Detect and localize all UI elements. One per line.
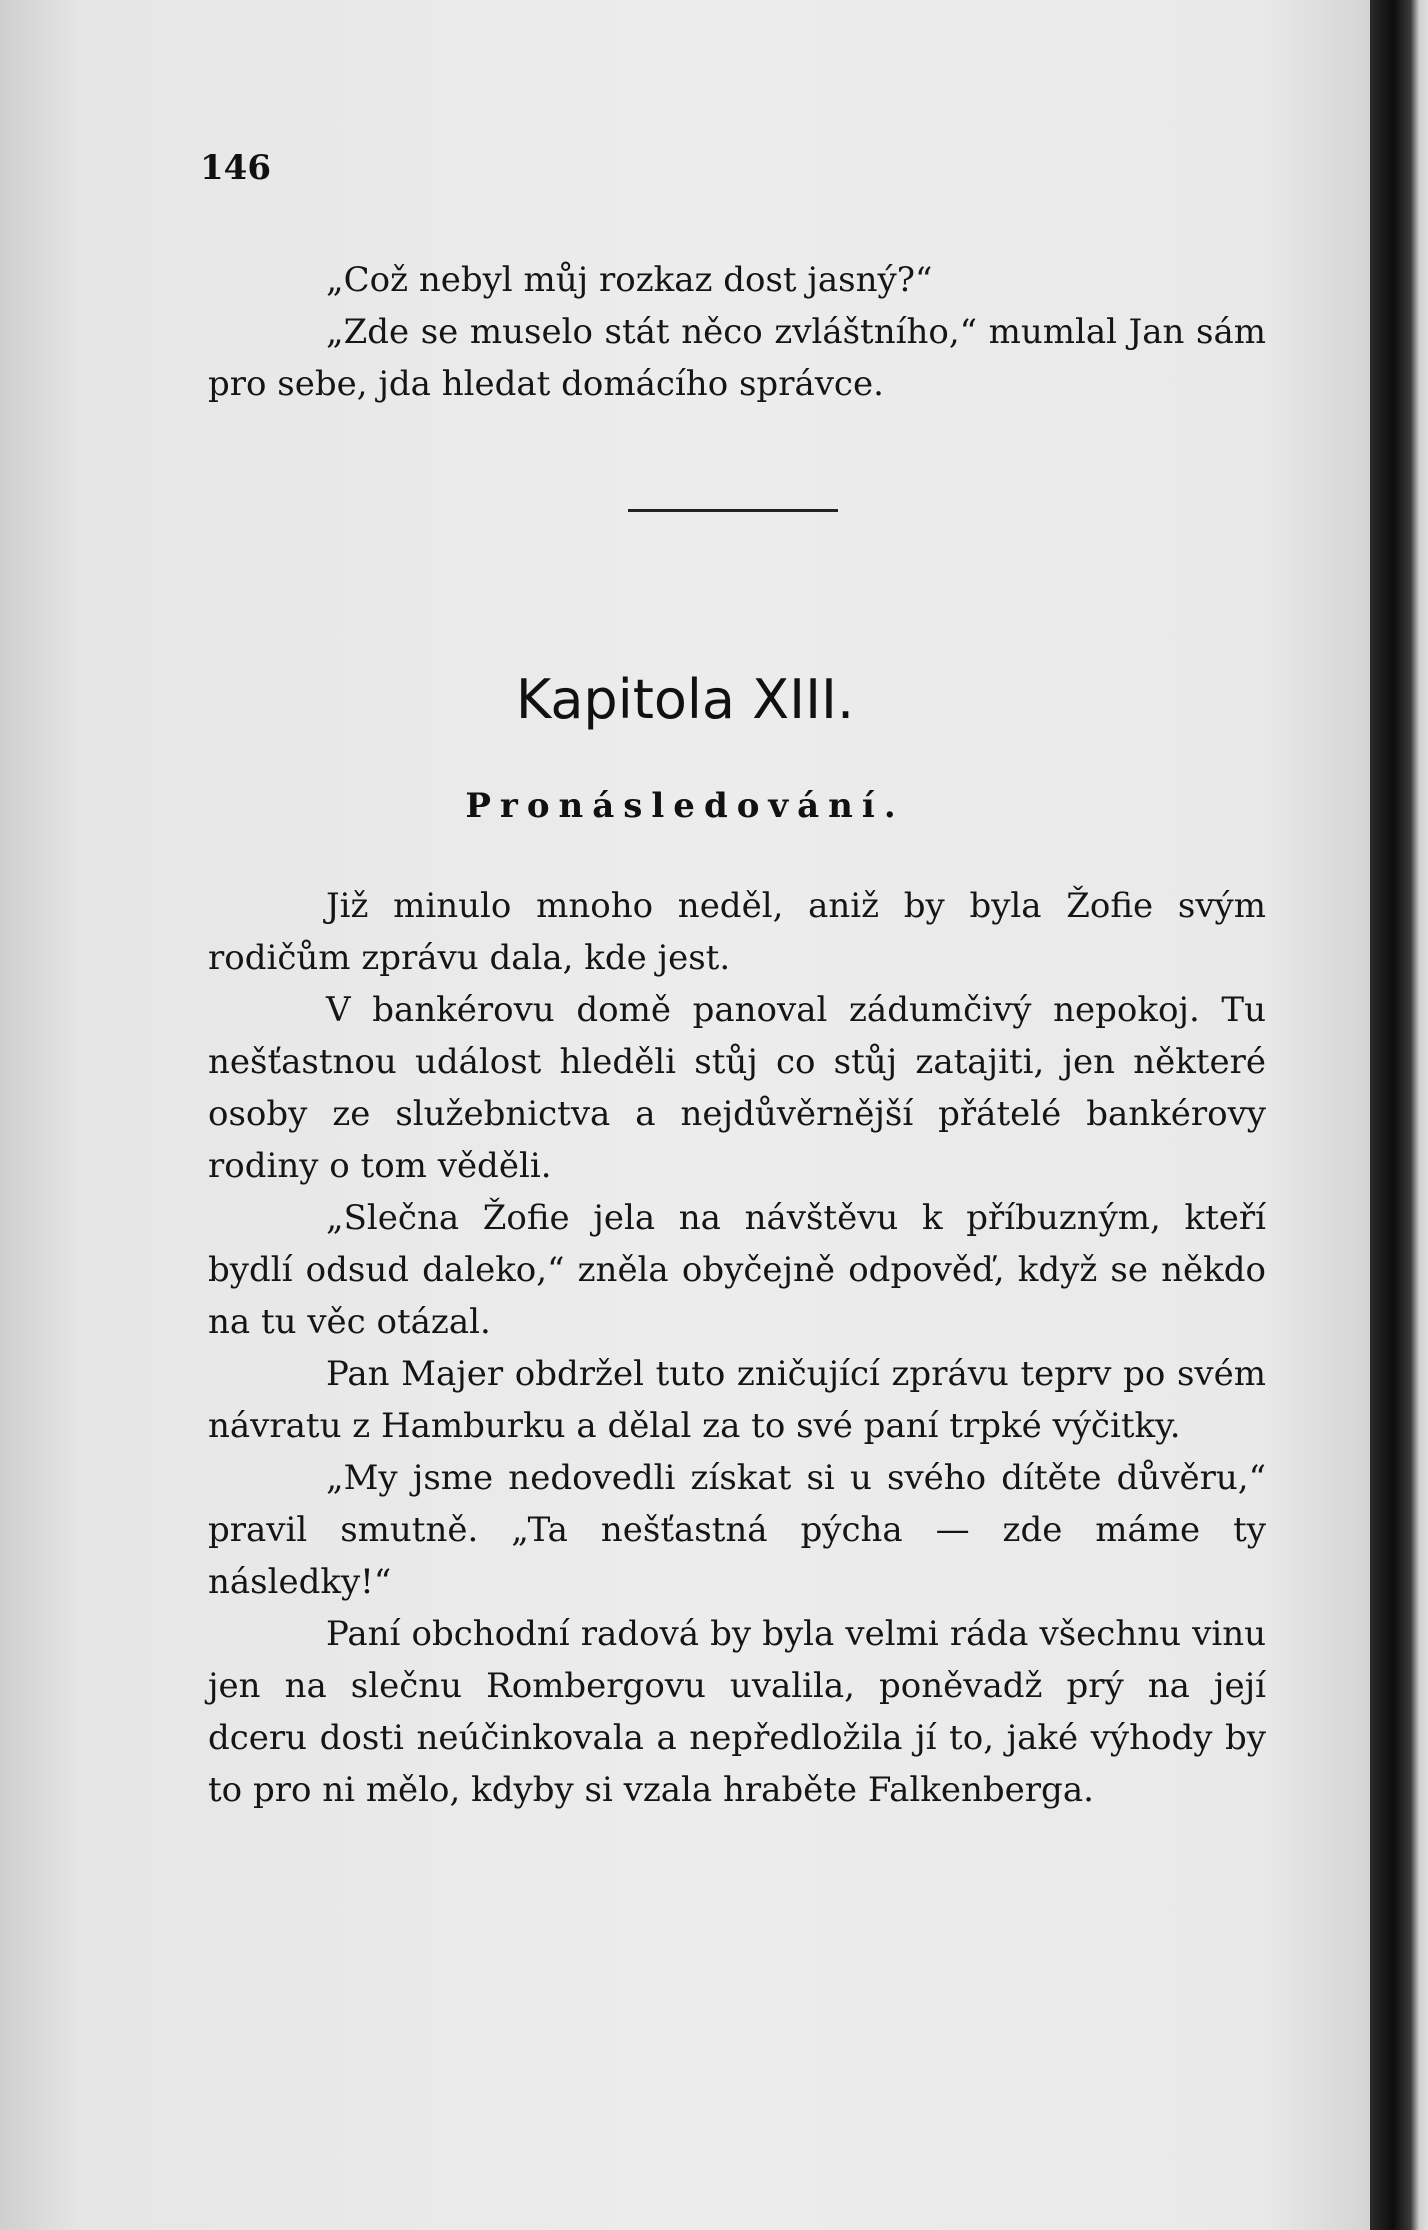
paragraph: Již minulo mnoho neděl, aniž by byla Žofie svým rodičům zprávu dala, kde jest. xyxy=(208,886,1266,978)
paragraph: „Zde se muselo stát něco zvláštního,“ mumlal Jan sám pro sebe, jda hledat domácího správce. xyxy=(208,312,1266,404)
paragraph: „Což nebyl můj rozkaz dost jasný?“ xyxy=(326,260,933,300)
chapter-title: Kapitola XIII. xyxy=(515,668,855,731)
paragraph: Paní obchodní radová by byla velmi ráda všechnu vinu jen na slečnu Rombergovu uvalila, poněvadž prý na její dceru dosti neúčinkovala a nepředložila jí to, jaké výhody by to pro ni mělo, kdyby si vzala hraběte Falkenberga. xyxy=(208,1614,1266,1810)
book-spine-edge xyxy=(1370,0,1428,2230)
top-text-block xyxy=(208,254,1266,410)
paragraph: „My jsme nedovedli získat si u svého dítěte důvěru,“ pravil smutně. „Ta nešťastná pýcha — zde máme ty následky!“ xyxy=(208,1458,1266,1602)
chapter-text-block xyxy=(208,880,1266,1816)
chapter-subtitle: Pronásledování. xyxy=(465,786,905,826)
section-divider xyxy=(628,509,838,512)
paragraph: V bankérovu domě panoval zádumčivý nepokoj. Tu nešťastnou událost hleděli stůj co stůj zatajiti, jen některé osoby ze služebnictva a nejdůvěrnější přátelé bankérovy rodiny o tom věděli. xyxy=(208,990,1266,1186)
paragraph: „Slečna Žofie jela na návštěvu k příbuzným, kteří bydlí odsud daleko,“ zněla obyčejně odpověď, když se někdo na tu věc otázal. xyxy=(208,1198,1266,1342)
paragraph: Pan Majer obdržel tuto zničující zprávu teprv po svém návratu z Hamburku a dělal za to své paní trpké výčitky. xyxy=(208,1354,1266,1446)
page-number: 146 xyxy=(200,148,271,188)
